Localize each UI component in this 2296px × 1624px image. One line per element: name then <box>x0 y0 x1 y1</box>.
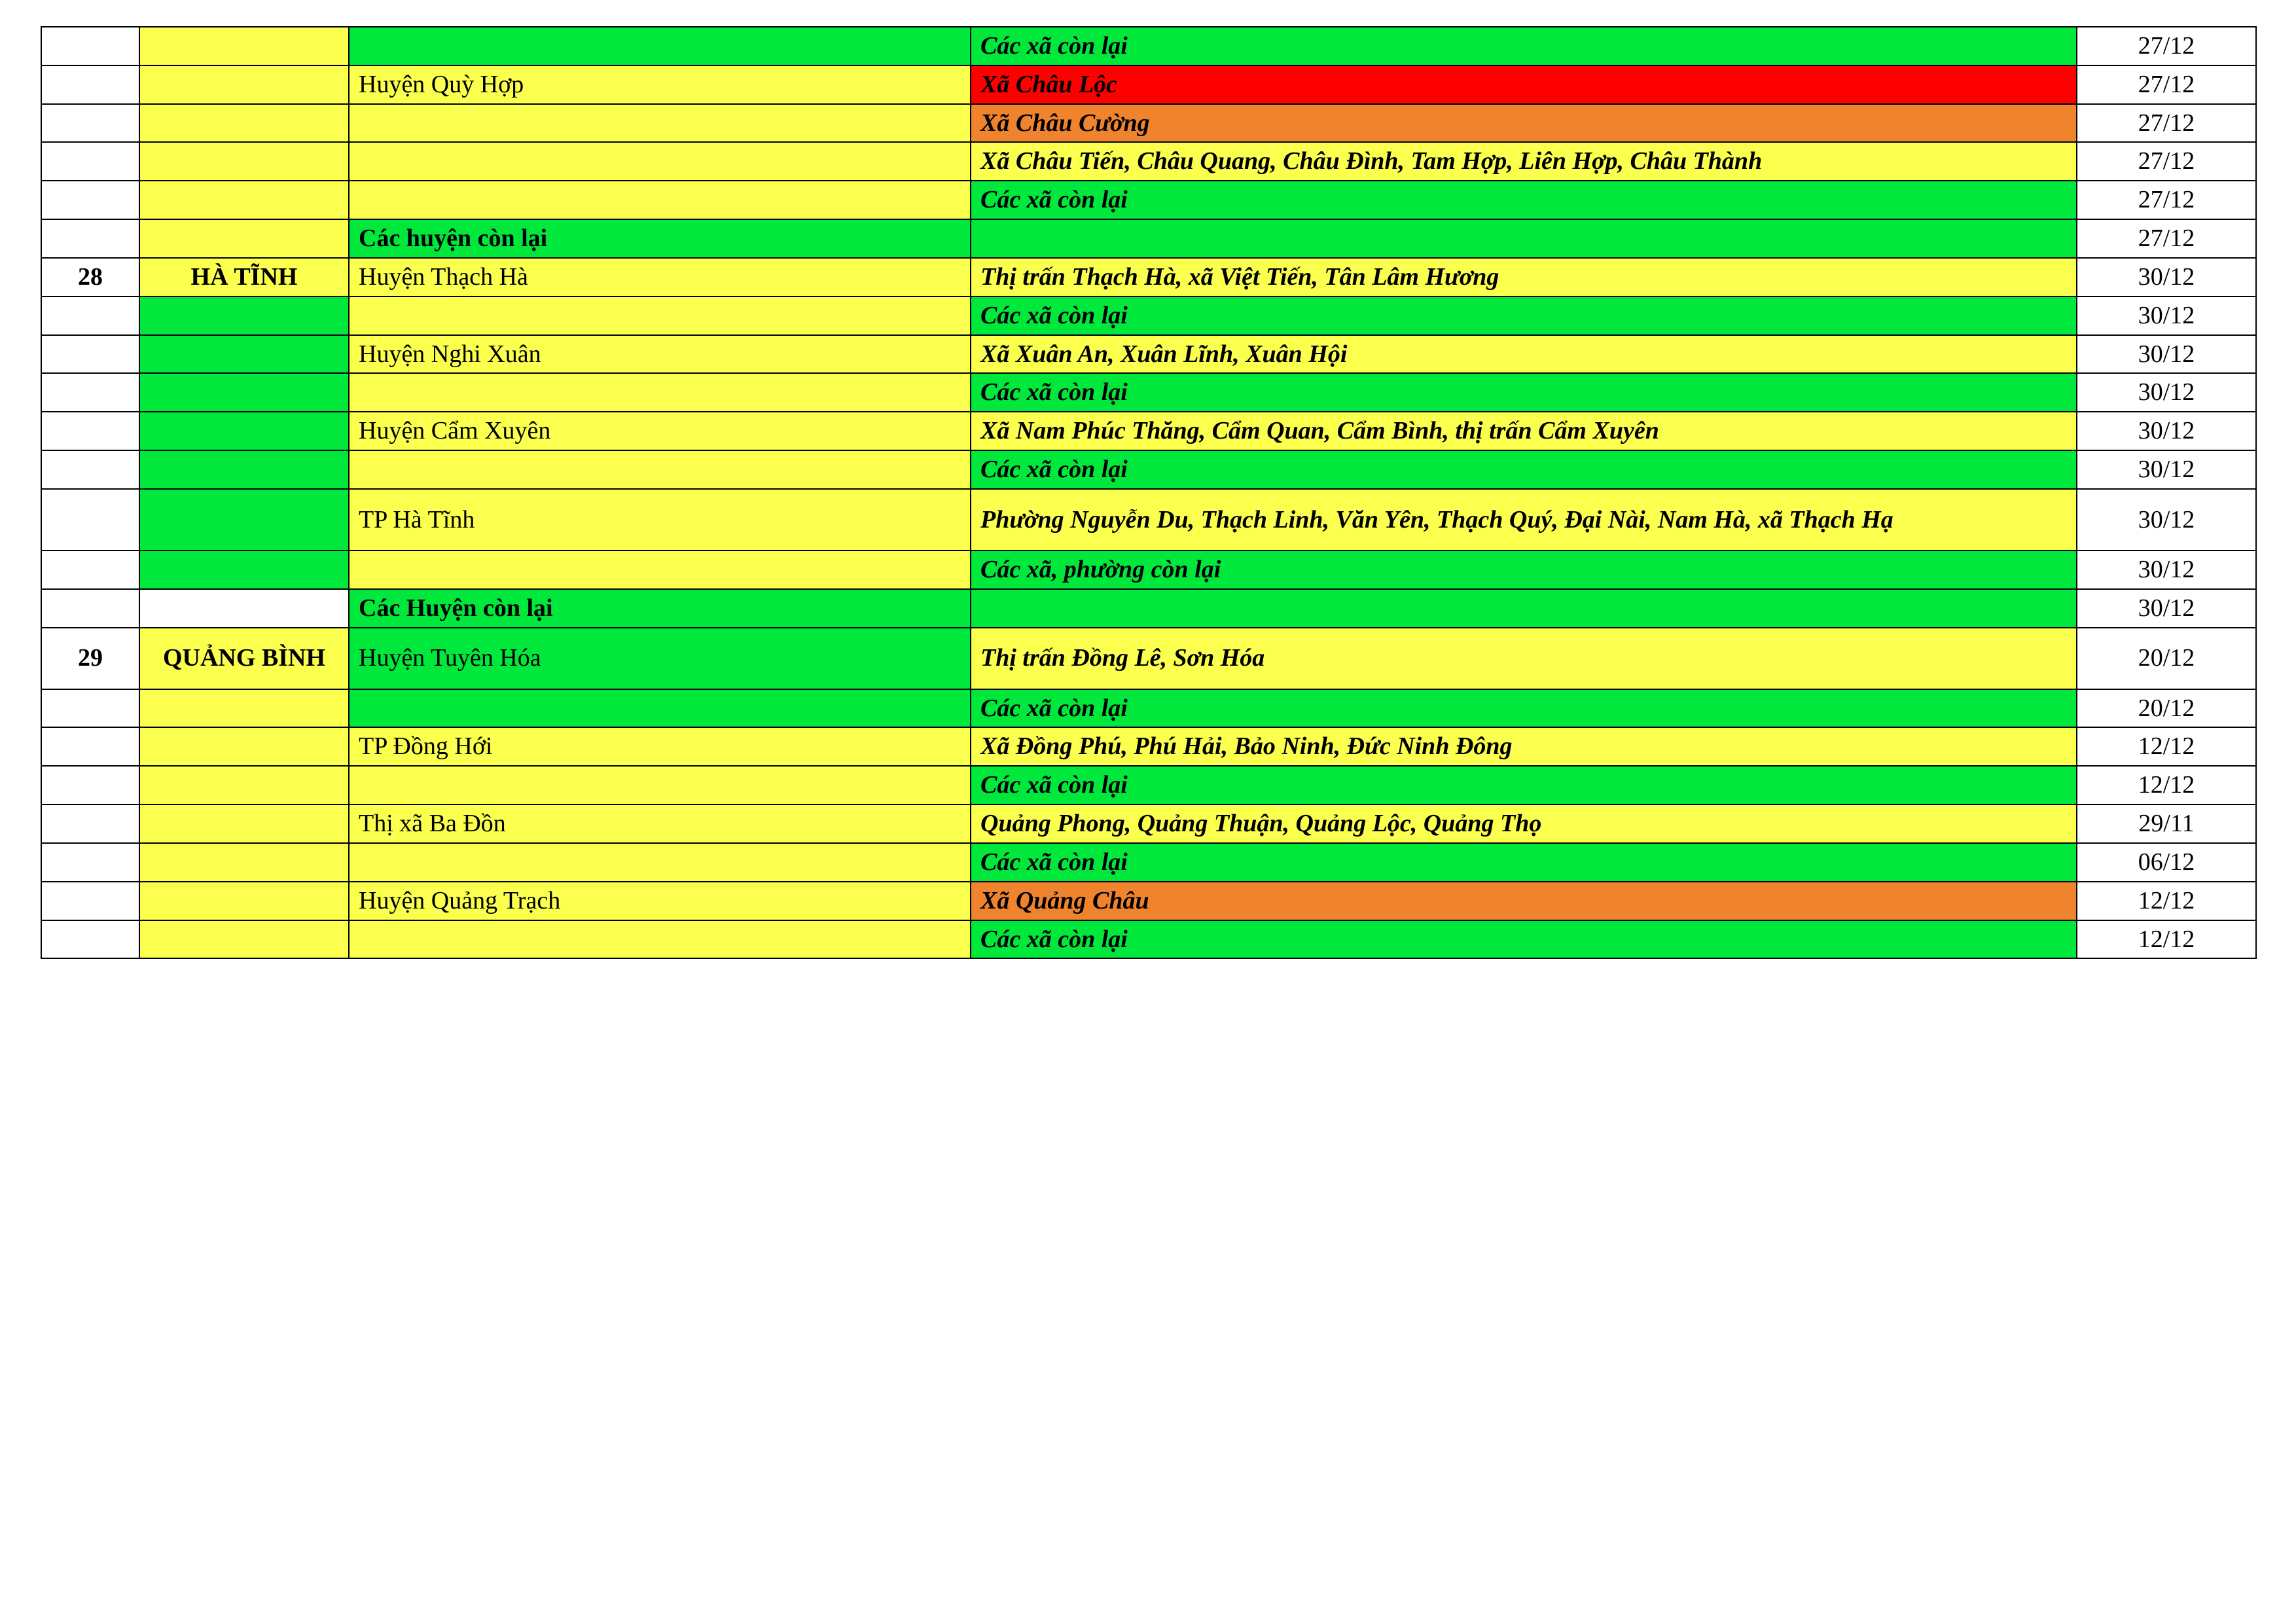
cell-district <box>349 142 971 181</box>
cell-date: 27/12 <box>2077 181 2256 219</box>
cell-index <box>41 104 139 143</box>
cell-province <box>139 335 349 374</box>
cell-district: Huyện Nghi Xuân <box>349 335 971 374</box>
cell-province <box>139 297 349 335</box>
cell-province <box>139 920 349 959</box>
cell-district: Huyện Cẩm Xuyên <box>349 412 971 450</box>
cell-district <box>349 27 971 65</box>
table-row <box>41 882 2256 920</box>
cell-commune: Xã Quảng Châu <box>971 882 2077 920</box>
table-row <box>41 335 2256 374</box>
table-row <box>41 727 2256 766</box>
cell-district <box>349 766 971 804</box>
cell-index <box>41 27 139 65</box>
cell-commune: Xã Nam Phúc Thăng, Cẩm Quan, Cẩm Bình, thị trấn Cẩm Xuyên <box>971 412 2077 450</box>
cell-province <box>139 804 349 843</box>
cell-province <box>139 450 349 489</box>
cell-district <box>349 689 971 728</box>
cell-index <box>41 727 139 766</box>
table-row <box>41 27 2256 65</box>
cell-date: 27/12 <box>2077 219 2256 258</box>
cell-date: 30/12 <box>2077 258 2256 297</box>
cell-commune: Các xã còn lại <box>971 27 2077 65</box>
cell-index <box>41 882 139 920</box>
cell-province <box>139 766 349 804</box>
cell-province: HÀ TĨNH <box>139 258 349 297</box>
cell-date: 30/12 <box>2077 297 2256 335</box>
cell-province <box>139 412 349 450</box>
cell-date: 30/12 <box>2077 335 2256 374</box>
cell-commune <box>971 589 2077 628</box>
table-row <box>41 920 2256 959</box>
cell-index <box>41 766 139 804</box>
cell-index <box>41 589 139 628</box>
cell-index <box>41 219 139 258</box>
cell-commune: Các xã còn lại <box>971 181 2077 219</box>
cell-index <box>41 920 139 959</box>
cell-province <box>139 142 349 181</box>
table-row <box>41 550 2256 589</box>
cell-index <box>41 65 139 104</box>
table-row <box>41 450 2256 489</box>
table-row <box>41 412 2256 450</box>
cell-province <box>139 882 349 920</box>
cell-commune: Quảng Phong, Quảng Thuận, Quảng Lộc, Quảng Thọ <box>971 804 2077 843</box>
cell-province <box>139 181 349 219</box>
cell-province: QUẢNG BÌNH <box>139 628 349 689</box>
cell-district: TP Đồng Hới <box>349 727 971 766</box>
cell-district: Huyện Thạch Hà <box>349 258 971 297</box>
cell-index <box>41 142 139 181</box>
cell-commune: Xã Châu Lộc <box>971 65 2077 104</box>
cell-district: Thị xã Ba Đồn <box>349 804 971 843</box>
cell-province <box>139 843 349 882</box>
table-row <box>41 689 2256 728</box>
risk-level-table <box>41 26 2257 959</box>
cell-district: Các huyện còn lại <box>349 219 971 258</box>
cell-province <box>139 727 349 766</box>
cell-commune: Các xã còn lại <box>971 920 2077 959</box>
cell-date: 30/12 <box>2077 550 2256 589</box>
cell-date: 27/12 <box>2077 104 2256 143</box>
cell-province <box>139 489 349 550</box>
table-row <box>41 589 2256 628</box>
cell-commune: Xã Đồng Phú, Phú Hải, Bảo Ninh, Đức Ninh Đông <box>971 727 2077 766</box>
cell-province <box>139 589 349 628</box>
cell-province <box>139 373 349 412</box>
cell-index <box>41 297 139 335</box>
cell-district <box>349 920 971 959</box>
cell-district: Huyện Tuyên Hóa <box>349 628 971 689</box>
cell-index <box>41 689 139 728</box>
cell-commune <box>971 219 2077 258</box>
table-row <box>41 297 2256 335</box>
cell-commune: Các xã còn lại <box>971 297 2077 335</box>
table-row <box>41 104 2256 143</box>
cell-commune: Thị trấn Thạch Hà, xã Việt Tiến, Tân Lâm Hương <box>971 258 2077 297</box>
cell-index: 29 <box>41 628 139 689</box>
cell-index: 28 <box>41 258 139 297</box>
cell-district: Huyện Quảng Trạch <box>349 882 971 920</box>
cell-date: 06/12 <box>2077 843 2256 882</box>
cell-date: 27/12 <box>2077 27 2256 65</box>
table-row <box>41 65 2256 104</box>
cell-date: 27/12 <box>2077 142 2256 181</box>
cell-date: 12/12 <box>2077 727 2256 766</box>
cell-date: 20/12 <box>2077 628 2256 689</box>
cell-date: 30/12 <box>2077 373 2256 412</box>
cell-district <box>349 104 971 143</box>
cell-index <box>41 489 139 550</box>
cell-index <box>41 843 139 882</box>
cell-district <box>349 373 971 412</box>
cell-date: 30/12 <box>2077 489 2256 550</box>
table-row <box>41 489 2256 550</box>
cell-province <box>139 219 349 258</box>
cell-index <box>41 804 139 843</box>
cell-date: 12/12 <box>2077 882 2256 920</box>
cell-province <box>139 104 349 143</box>
cell-index <box>41 450 139 489</box>
cell-date: 27/12 <box>2077 65 2256 104</box>
cell-commune: Phường Nguyễn Du, Thạch Linh, Văn Yên, Thạch Quý, Đại Nài, Nam Hà, xã Thạch Hạ <box>971 489 2077 550</box>
table-row <box>41 373 2256 412</box>
cell-commune: Thị trấn Đồng Lê, Sơn Hóa <box>971 628 2077 689</box>
table-row <box>41 804 2256 843</box>
cell-district <box>349 297 971 335</box>
cell-commune: Các xã còn lại <box>971 373 2077 412</box>
cell-district <box>349 181 971 219</box>
cell-commune: Các xã còn lại <box>971 843 2077 882</box>
table-row <box>41 219 2256 258</box>
table-row <box>41 181 2256 219</box>
cell-district <box>349 843 971 882</box>
cell-commune: Xã Châu Tiến, Châu Quang, Châu Đình, Tam Hợp, Liên Hợp, Châu Thành <box>971 142 2077 181</box>
cell-district <box>349 550 971 589</box>
table-body <box>41 27 2256 958</box>
cell-date: 20/12 <box>2077 689 2256 728</box>
cell-province <box>139 689 349 728</box>
cell-commune: Xã Châu Cường <box>971 104 2077 143</box>
table-row <box>41 843 2256 882</box>
cell-date: 12/12 <box>2077 766 2256 804</box>
cell-date: 12/12 <box>2077 920 2256 959</box>
cell-commune: Xã Xuân An, Xuân Lĩnh, Xuân Hội <box>971 335 2077 374</box>
table-row <box>41 258 2256 297</box>
cell-index <box>41 335 139 374</box>
cell-district: TP Hà Tĩnh <box>349 489 971 550</box>
cell-province <box>139 65 349 104</box>
cell-date: 30/12 <box>2077 412 2256 450</box>
cell-index <box>41 373 139 412</box>
cell-district: Các Huyện còn lại <box>349 589 971 628</box>
cell-province <box>139 27 349 65</box>
cell-index <box>41 412 139 450</box>
cell-district <box>349 450 971 489</box>
cell-province <box>139 550 349 589</box>
table-row <box>41 628 2256 689</box>
table-row <box>41 766 2256 804</box>
cell-commune: Các xã, phường còn lại <box>971 550 2077 589</box>
cell-index <box>41 181 139 219</box>
cell-commune: Các xã còn lại <box>971 689 2077 728</box>
cell-date: 30/12 <box>2077 589 2256 628</box>
cell-date: 29/11 <box>2077 804 2256 843</box>
cell-date: 30/12 <box>2077 450 2256 489</box>
cell-index <box>41 550 139 589</box>
cell-commune: Các xã còn lại <box>971 450 2077 489</box>
cell-commune: Các xã còn lại <box>971 766 2077 804</box>
table-row <box>41 142 2256 181</box>
cell-district: Huyện Quỳ Hợp <box>349 65 971 104</box>
